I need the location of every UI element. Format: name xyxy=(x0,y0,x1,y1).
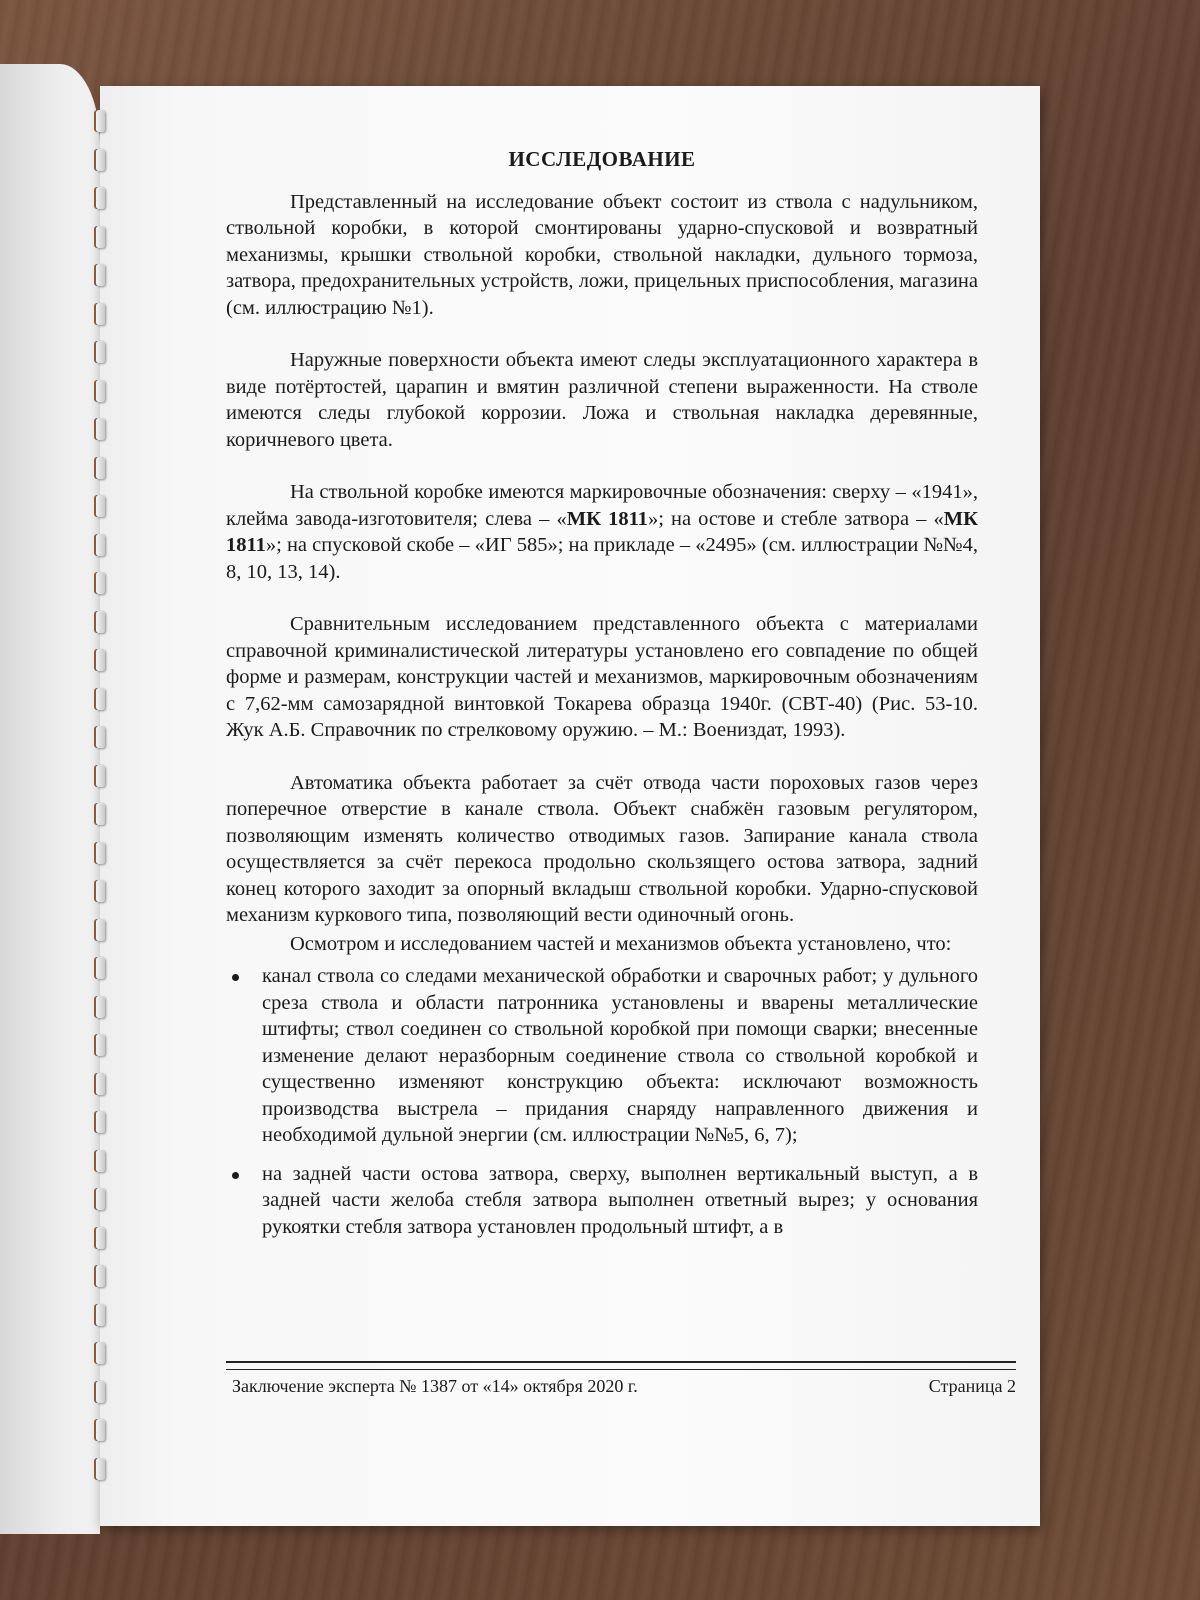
binding-ring xyxy=(96,572,105,594)
binding-ring xyxy=(96,187,105,209)
binding-ring xyxy=(96,1458,105,1480)
binding-ring xyxy=(96,534,105,556)
binding-ring xyxy=(96,1381,105,1403)
binding-ring xyxy=(96,1265,105,1287)
list-item-text: на задней части остова затвора, сверху, выполнен вертикальный выступ, а в задней части желоба стебля затвора выполнен ответный вырез; у основания рукоятки стебля затвора установлен продольный штифт, а в xyxy=(262,1162,978,1238)
binding-ring xyxy=(96,149,105,171)
binding-ring xyxy=(96,1034,105,1056)
paragraph-comparison: Сравнительным исследованием представленного объекта с материалами справочной криминалистической литературы установлено его совпадение по общей форме и размерам, конструкции частей и механизмов, маркировочным обозначениям с 7,62-мм самозарядной винтовкой Токарева образца 1940г. (СВТ-40) (Рис. 53-10. Жук А.Б. Справочник по стрелковому оружию. – М.: Воениздат, 1993). xyxy=(226,613,978,741)
binding-ring xyxy=(96,1304,105,1326)
binding-ring xyxy=(96,688,105,710)
binding-ring xyxy=(96,110,105,132)
binding-ring xyxy=(96,418,105,440)
binding-ring xyxy=(96,803,105,825)
page-content xyxy=(226,146,978,1252)
binding-ring xyxy=(96,842,105,864)
binding-ring xyxy=(96,457,105,479)
binding-ring xyxy=(96,1150,105,1172)
binding-ring xyxy=(96,996,105,1018)
document-page xyxy=(100,86,1040,1526)
page-title: ИССЛЕДОВАНИЕ xyxy=(508,147,696,171)
binding-ring xyxy=(96,611,105,633)
marking-bolt: МК 1811 xyxy=(226,507,978,556)
binding-ring xyxy=(96,649,105,671)
paragraph-markings xyxy=(226,479,978,585)
binding-ring xyxy=(96,495,105,517)
binding-ring xyxy=(96,1342,105,1364)
binding-ring xyxy=(96,1073,105,1095)
footer-document-reference: Заключение эксперта № 1387 от «14» октября 2020 г. xyxy=(232,1376,638,1396)
markings-text-1: На ствольной коробке имеются маркировочные обозначения: сверху – «1941», клейма завода-изготовителя; слева – « xyxy=(226,481,978,530)
binding-ring xyxy=(96,726,105,748)
binding-ring xyxy=(96,765,105,787)
binding-ring xyxy=(96,1227,105,1249)
list-item xyxy=(226,1161,978,1241)
binding-ring xyxy=(96,1188,105,1210)
binding-ring xyxy=(96,919,105,941)
binding-ring xyxy=(96,341,105,363)
binding-ring xyxy=(96,264,105,286)
paragraph-automatics: Автоматика объекта работает за счёт отвода части пороховых газов через поперечное отверстие в канале ствола. Объект снабжён газовым регулятором, позволяющим изменять количество отводимых газов. Запирание канала ствола осуществляется за счёт перекоса продольно скользящего остова затвора, задний конец которого заходит за опорный вкладыш ствольной коробки. Ударно-спусковой механизм куркового типа, позволяющий вести одиночный огонь. xyxy=(226,771,978,926)
paragraph-object-composition: Представленный на исследование объект состоит из ствола с надульником, ствольной коробки, в которой смонтированы ударно-спусковой и возвратный механизмы, крышки ствольной коробки, ствольной накладки, дульного тормоза, затвора, предохранительных устройств, ложи, прицельных приспособления, магазина (см. иллюстрацию №1). xyxy=(226,190,978,319)
binding-ring xyxy=(96,1419,105,1441)
markings-text-2: »; на остове и стебле затвора – « xyxy=(647,507,944,530)
markings-text-3: »; на спусковой скобе – «ИГ 585»; на прикладе – «2495» (см. иллюстрации №№4, 8, 10, 13, 14). xyxy=(226,534,978,583)
binding-ring xyxy=(96,380,105,402)
paragraph-surface-condition: Наружные поверхности объекта имеют следы эксплуатационного характера в виде потёртостей, царапин и вмятин различной степени выраженности. На стволе имеются следы глубокой коррозии. Ложа и ствольная накладка деревянные, коричневого цвета. xyxy=(226,349,978,451)
footer-divider xyxy=(226,1361,1016,1370)
binding-ring xyxy=(96,303,105,325)
binding-ring xyxy=(96,880,105,902)
spiral-binding xyxy=(90,110,118,1510)
list-item xyxy=(226,963,978,1149)
findings-list xyxy=(226,963,978,1240)
paragraph-inspection-intro: Осмотром и исследованием частей и механизмов объекта установлено, что: xyxy=(290,932,952,955)
list-item-text: канал ствола со следами механической обработки и сварочных работ; у дульного среза ствола и области патронника установлены и вварены металлические штифты; ствол соединен со ствольной коробкой при помощи сварки; внесенные изменение делают неразборным соединение ствола со ствольной коробкой и существенно изменяют конструкцию объекта: исключают возможность производства выстрела – придания снаряду направленного движения и необходимой дульной энергии (см. иллюстрации №№5, 6, 7); xyxy=(262,965,978,1146)
marking-receiver: МК 1811 xyxy=(566,507,648,530)
bullet-icon xyxy=(232,974,239,981)
binding-ring xyxy=(96,957,105,979)
binding-ring xyxy=(96,1111,105,1133)
footer-page-number: Страница 2 xyxy=(928,1376,1016,1396)
bullet-icon xyxy=(232,1172,239,1179)
underlying-page-edge xyxy=(0,64,100,1534)
binding-ring xyxy=(96,226,105,248)
